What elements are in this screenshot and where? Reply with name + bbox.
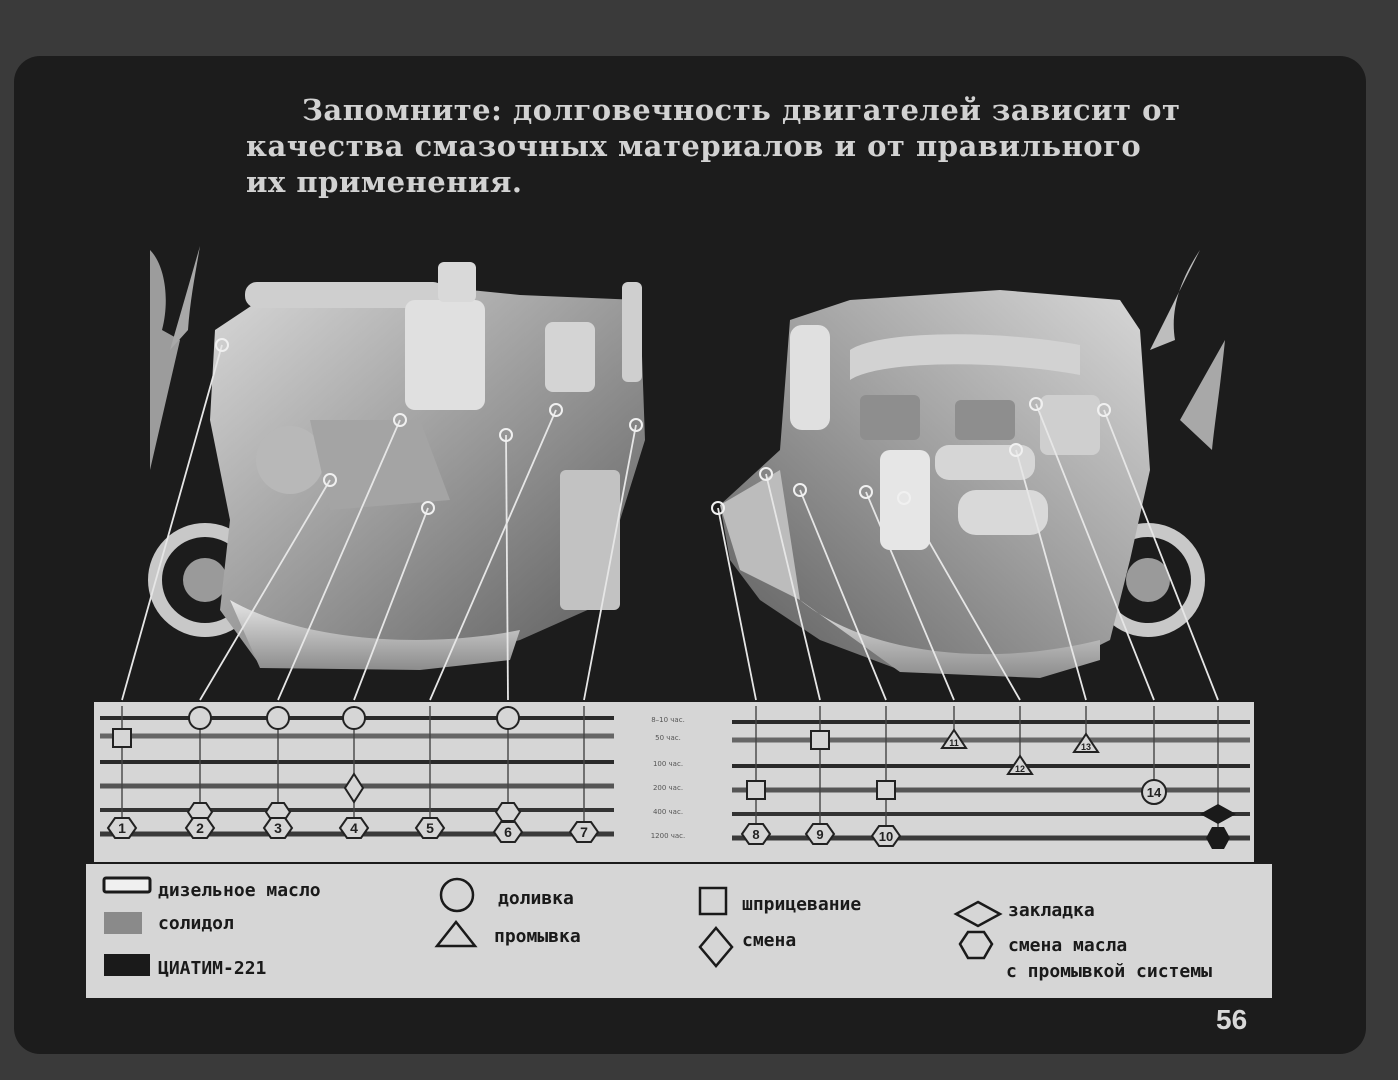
legend-flushing: промывка: [494, 926, 581, 947]
legend-syringing: шприцевание: [742, 894, 862, 915]
mark-square: [811, 731, 829, 749]
interval-label: 200 час.: [652, 784, 684, 792]
grease-swatch: [104, 912, 142, 934]
part-number: 14: [1146, 785, 1162, 800]
title-line-2: качества смазочных материалов и от правильного: [246, 129, 1142, 163]
part-number: 3: [274, 820, 282, 836]
ciatim-swatch: [104, 954, 150, 976]
mark-circle: [267, 707, 289, 729]
part-number: 12: [1014, 764, 1026, 774]
interval-label: 8–10 час.: [651, 716, 685, 724]
left-engine-illustration: [150, 246, 645, 670]
title-line-3: их применения.: [246, 165, 523, 199]
legend-oil-change-with-flush: с промывкой системы: [1006, 961, 1212, 982]
part-number: 5: [426, 820, 434, 836]
mark-square: [747, 781, 765, 799]
legend-oil-change: смена масла: [1008, 935, 1128, 956]
legend-packing: закладка: [1008, 900, 1095, 921]
part-number: 8: [752, 827, 760, 842]
interval-label: 400 час.: [652, 808, 684, 816]
part-number: 13: [1080, 742, 1092, 752]
legend-topping-up: доливка: [498, 888, 574, 909]
right-engine-illustration: [720, 250, 1225, 678]
interval-label: 100 час.: [652, 760, 684, 768]
diesel-oil-swatch: [104, 878, 150, 892]
mark-square: [113, 729, 131, 747]
interval-label: 50 час.: [655, 734, 681, 742]
part-number: 6: [504, 824, 512, 840]
part-number: 2: [196, 820, 204, 836]
mark-circle: [343, 707, 365, 729]
part-number: 1: [118, 820, 126, 836]
legend-ciatim: ЦИАТИМ-221: [158, 958, 267, 979]
part-number: 9: [816, 827, 824, 842]
interval-label: 1200 час.: [650, 832, 686, 840]
part-number: 10: [878, 829, 894, 844]
page-number: 56: [1216, 1004, 1248, 1035]
mark-circle: [189, 707, 211, 729]
part-number: 11: [949, 738, 959, 748]
part-number: 4: [350, 820, 358, 836]
legend-diesel-oil: дизельное масло: [158, 880, 321, 901]
legend-change: смена: [742, 930, 797, 951]
legend-grease: солидол: [158, 913, 234, 934]
mark-circle: [497, 707, 519, 729]
mark-square: [877, 781, 895, 799]
leader-line: [122, 345, 222, 700]
mark-hexagon: [496, 803, 520, 821]
title-line-1: Запомните: долговечность двигателей зависит от: [302, 93, 1181, 127]
part-number: 7: [580, 824, 588, 840]
